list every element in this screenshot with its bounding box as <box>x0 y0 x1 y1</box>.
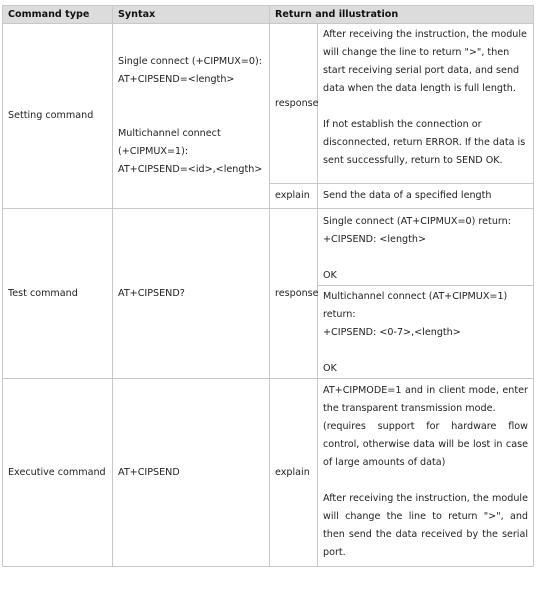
executive-explain-label: explain <box>270 379 318 567</box>
executive-text-2: (requires support for hardware flow control, otherwise data will be lost in case of large amounts of data) <box>323 421 528 468</box>
executive-syntax-cell: AT+CIPSEND <box>113 379 270 567</box>
executive-text-1: AT+CIPMODE=1 and in client mode, enter the transparent transmission mode. <box>323 385 528 414</box>
setting-explain-text: Send the data of a specified length <box>318 184 534 209</box>
setting-response-text-1: After receiving the instruction, the module will change the line to return ">", then start receiving serial port data, and send data when the data length is full length. <box>323 29 527 94</box>
setting-response-text-2: If not establish the connection or disconnected, return ERROR. If the data is sent successfully, return to SEND OK. <box>323 119 526 166</box>
setting-command-cell: Setting command <box>3 24 113 209</box>
test-multi-text-2: +CIPSEND: <0-7>,<length> <box>323 327 461 338</box>
header-row <box>3 6 534 24</box>
executive-row <box>3 379 534 567</box>
setting-syntax-multi-2: (+CIPMUX=1): <box>118 146 189 157</box>
test-syntax-cell: AT+CIPSEND? <box>113 209 270 379</box>
test-command-cell: Test command <box>3 209 113 379</box>
header-syntax: Syntax <box>113 6 270 24</box>
executive-command-cell: Executive command <box>3 379 113 567</box>
header-return-illustration: Return and illustration <box>270 6 534 24</box>
setting-syntax-multi-1: Multichannel connect <box>118 128 221 139</box>
test-single-text-1: Single connect (AT+CIPMUX=0) return: <box>323 216 511 227</box>
test-response-label: response <box>270 209 318 379</box>
test-multi-ok: OK <box>323 363 337 374</box>
setting-syntax-single-1: Single connect (+CIPMUX=0): <box>118 56 262 67</box>
test-single-text-2: +CIPSEND: <length> <box>323 234 427 245</box>
setting-response-cell <box>318 24 534 184</box>
setting-syntax-single-2: AT+CIPSEND=<length> <box>118 74 235 85</box>
executive-explain-cell <box>318 379 534 567</box>
setting-explain-label: explain <box>270 184 318 209</box>
test-multi-cell <box>318 286 534 379</box>
test-single-ok: OK <box>323 270 337 281</box>
test-row-single <box>3 209 534 286</box>
command-table <box>2 5 534 567</box>
setting-response-label: response <box>270 24 318 184</box>
setting-row-response <box>3 24 534 184</box>
setting-syntax-cell <box>113 24 270 209</box>
setting-syntax-multi-3: AT+CIPSEND=<id>,<length> <box>118 164 263 175</box>
executive-text-3: After receiving the instruction, the module will change the line to return ">", and then send the data received by the serial port. <box>323 493 528 558</box>
test-single-cell <box>318 209 534 286</box>
header-command-type: Command type <box>3 6 113 24</box>
test-multi-text-1: Multichannel connect (AT+CIPMUX=1) return: <box>323 291 508 320</box>
